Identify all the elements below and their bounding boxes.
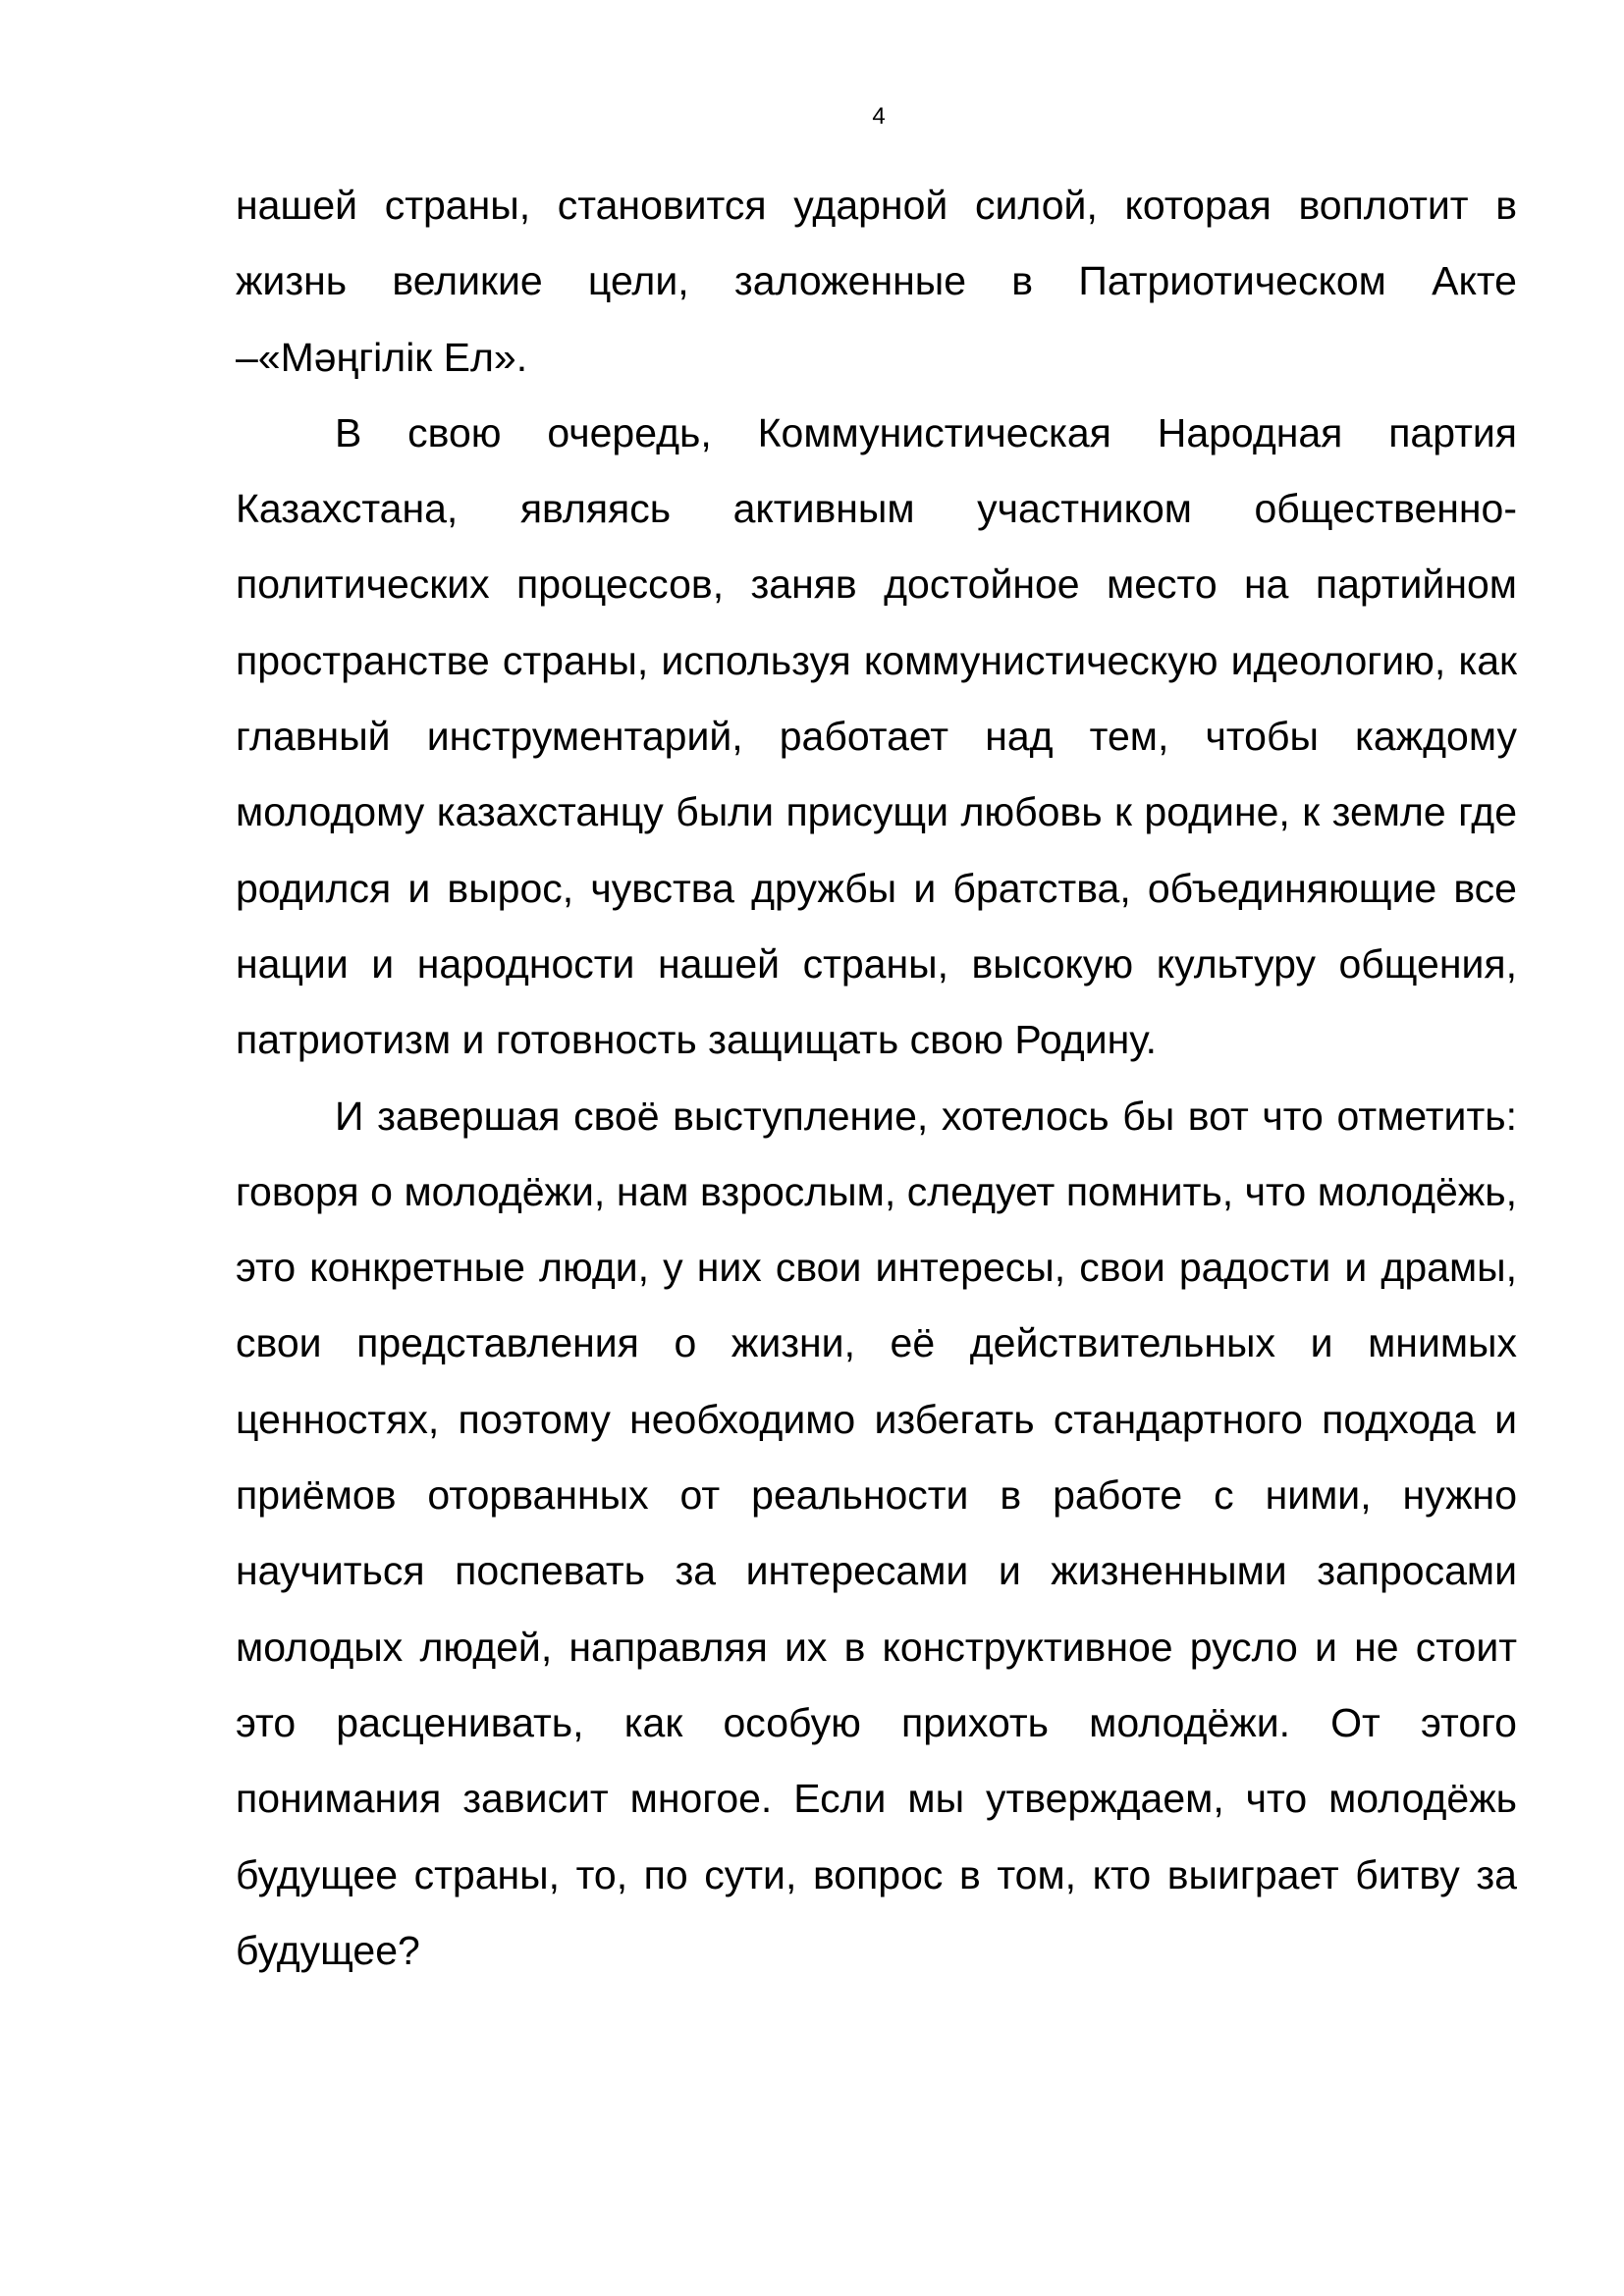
document-body <box>236 168 1517 1989</box>
paragraph-continuation: нашей страны, становится ударной силой, которая воплотит в жизнь великие цели, заложенные в Патриотическом Акте –«Мәңгілік Ел». <box>236 183 1517 380</box>
page-number: 4 <box>872 103 886 130</box>
paragraph-conclusion: И завершая своё выступление, хотелось бы вот что отметить: говоря о молодёжи, нам взрослым, следует помнить, что молодёжь, это конкретные люди, у них свои интересы, свои радости и драмы, свои представления о жизни, её действительных и мнимых ценностях, поэтому необходимо избегать стандартного подхода и приёмов оторванных от реальности в работе с ними, нужно научиться поспевать за интересами и жизненными запросами молодых людей, направляя их в конструктивное русло и не стоит это расценивать, как особую прихоть молодёжи. От этого понимания зависит многое. Если мы утверждаем, что молодёжь будущее страны, то, по сути, вопрос в том, кто выиграет битву за будущее? <box>236 1093 1517 1973</box>
paragraph-party-role: В свою очередь, Коммунистическая Народная партия Казахстана, являясь активным участником общественно-политических процессов, заняв достойное место на партийном пространстве страны, используя коммунистическую идеологию, как главный инструментарий, работает над тем, чтобы каждому молодому казахстанцу были присущи любовь к родине, к земле где родился и вырос, чувства дружбы и братства, объединяющие все нации и народности нашей страны, высокую культуру общения, патриотизм и готовность защищать свою Родину. <box>236 409 1517 1063</box>
